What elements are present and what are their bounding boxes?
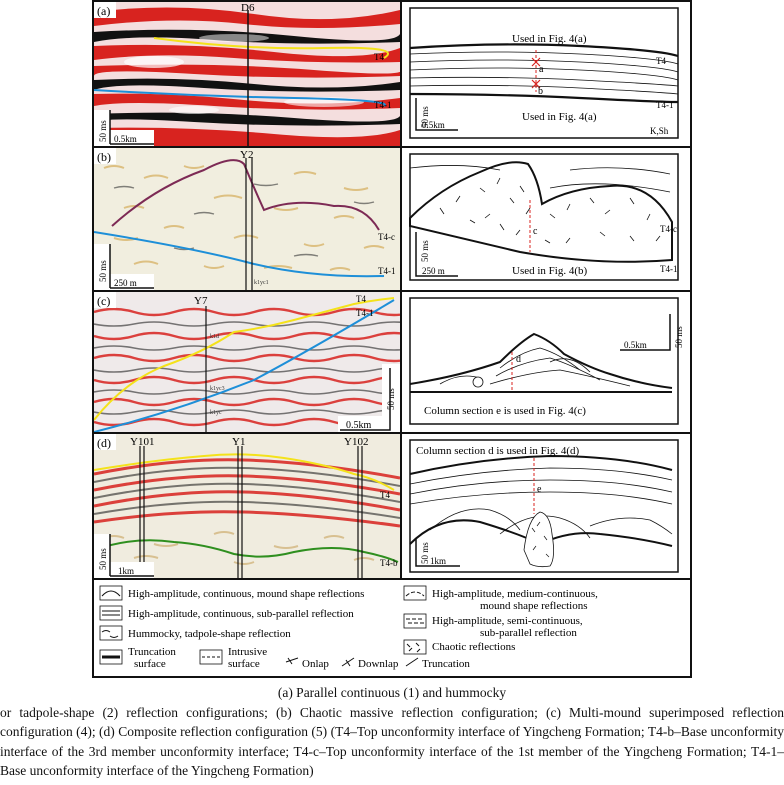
- legend-onlap: Onlap: [302, 658, 329, 670]
- horizon-label-t4b: T4-b: [380, 558, 398, 568]
- legend-symbol-subparallel: [100, 606, 122, 620]
- legend-item-6: Chaotic reflections: [432, 641, 516, 653]
- interp-scale-h-d: 1km: [430, 556, 447, 566]
- caption-line-2: or tadpole-shape (2) reflection configurations; (b) Chaotic massive reflection configuration; (c) Multi-mound superimposed reflection configuration (4); (d) Composite reflection configuration (5) (T4–Top unconformity interface of Yingcheng Formation; T4-b–Base unconformity interface of the 3rd member unconformity interface; T4-c–Top unconformity interface of the 1st member of the Yingcheng Formation; T4-1–Base unconformity interface of the Yingcheng Formation): [0, 704, 784, 778]
- panel-d-seismic: [94, 434, 402, 578]
- panel-label-d: (d): [97, 436, 111, 450]
- legend-item-5: Hummocky, tadpole-shape reflection: [128, 628, 291, 640]
- legend-item-2b: mound shape reflections: [480, 600, 588, 612]
- interp-scale-v-d: 50 ms: [420, 542, 430, 564]
- interp-scale-v-a: 50 ms: [420, 106, 430, 128]
- interp-note-a1: Used in Fig. 4(a): [512, 33, 587, 45]
- interp-corner-label: K,Sh: [650, 126, 669, 136]
- panel-label-b: (b): [97, 150, 111, 164]
- legend-symbol-chaotic: [404, 640, 426, 654]
- legend-truncation-label: Truncation: [128, 646, 176, 658]
- tag-k1yc3: k1yc3: [210, 386, 225, 392]
- interp-scale-v-c: 50 ms: [674, 326, 684, 348]
- well-label-y1: Y1: [232, 436, 246, 448]
- panel-a-seismic: [94, 2, 402, 146]
- horizon-label-t4c: T4-c: [378, 232, 395, 242]
- tag-k1yc: k1yc: [210, 410, 222, 416]
- onlap-icon: [286, 658, 298, 664]
- interp-horizon-t4: T4: [656, 56, 666, 66]
- legend-symbol-intrusive-surface: [200, 650, 222, 664]
- interp-note-d: Column section d is used in Fig. 4(d): [416, 445, 580, 457]
- panel-label-a: (a): [97, 4, 111, 18]
- legend-downlap: Downlap: [358, 658, 399, 670]
- legend-item-2: High-amplitude, medium-continuous,: [432, 588, 598, 600]
- legend-symbol-mound-continuous: [100, 586, 122, 600]
- well-label-y102: Y102: [344, 436, 369, 448]
- caption-line-1: (a) Parallel continuous (1) and hummocky: [277, 685, 507, 700]
- legend-intrusive-label-2: surface: [228, 658, 260, 670]
- scale-h-a: 0.5km: [114, 134, 137, 144]
- horizon-label-t4-d: T4: [380, 490, 390, 500]
- downlap-icon: [342, 658, 354, 666]
- interp-note-b: Used in Fig. 4(b): [512, 265, 588, 277]
- panel-c-seismic: [94, 292, 402, 432]
- legend-truncation: Truncation: [422, 658, 470, 670]
- panel-a-interpretation: [400, 2, 690, 146]
- interp-scale-v-b: 50 ms: [420, 240, 430, 262]
- horizon-label-t4-c: T4: [356, 294, 366, 304]
- legend: [94, 580, 690, 678]
- interp-col-c: c: [533, 226, 538, 237]
- panel-d-interpretation: [400, 434, 690, 578]
- legend-symbol-mound-medium: [404, 586, 426, 600]
- legend-intrusive-label: Intrusive: [228, 646, 268, 658]
- interp-horizon-t41-b: T4-1: [660, 264, 678, 274]
- panel-label-c: (c): [97, 294, 111, 308]
- legend-truncation-label-2: surface: [134, 658, 166, 670]
- interp-scale-h-a: 0.5km: [422, 120, 445, 130]
- col-label-b: b: [538, 86, 543, 97]
- panel-b-interpretation: [400, 148, 690, 290]
- interp-col-e: e: [537, 484, 542, 495]
- interp-scale-h-c: 0.5km: [624, 340, 647, 350]
- legend-item-1: High-amplitude, continuous, mound shape reflections: [128, 588, 365, 600]
- horizon-label-t41-b: T4-1: [378, 266, 396, 276]
- horizon-label-t41-c: T4-1: [356, 308, 374, 318]
- interp-note-c: Column section e is used in Fig. 4(c): [424, 405, 586, 417]
- legend-symbol-semi-continuous: [404, 614, 426, 628]
- scale-v-d: 50 ms: [98, 548, 108, 570]
- tag-k1yc1: k1yc1: [254, 280, 269, 286]
- scale-h-c: 0.5km: [346, 420, 372, 431]
- horizon-label-t41: T4-1: [374, 100, 392, 110]
- interp-col-d: d: [516, 354, 521, 365]
- well-label-d6: D6: [241, 2, 255, 14]
- figure: [92, 0, 692, 678]
- scale-v-c: 50 ms: [386, 388, 396, 410]
- legend-item-4: High-amplitude, semi-continuous,: [432, 615, 583, 627]
- panel-c-interpretation: [400, 292, 690, 432]
- legend-item-4b: sub-parallel reflection: [480, 627, 577, 639]
- truncation-icon: [406, 658, 418, 666]
- interp-horizon-t4c: T4-c: [660, 224, 677, 234]
- well-label-y2: Y2: [240, 149, 254, 161]
- legend-symbol-truncation-surface: [100, 650, 122, 664]
- interp-horizon-t41: T4-1: [656, 100, 674, 110]
- scale-v-a: 50 ms: [98, 120, 108, 142]
- tag-k1d: k1d: [210, 334, 219, 340]
- interp-note-a2: Used in Fig. 4(a): [522, 111, 597, 123]
- figure-caption: [0, 683, 784, 781]
- scale-h-b: 250 m: [114, 278, 137, 288]
- well-label-y7: Y7: [194, 295, 208, 307]
- well-label-y101: Y101: [130, 436, 155, 448]
- legend-item-3: High-amplitude, continuous, sub-parallel reflection: [128, 608, 354, 620]
- panel-b-seismic: [94, 148, 402, 290]
- horizon-label-t4: T4: [374, 52, 384, 62]
- interp-scale-h-b: 250 m: [422, 266, 445, 276]
- scale-v-b: 50 ms: [98, 260, 108, 282]
- legend-symbol-hummocky: [100, 626, 122, 640]
- col-label-a: a: [539, 64, 544, 75]
- scale-h-d: 1km: [118, 566, 135, 576]
